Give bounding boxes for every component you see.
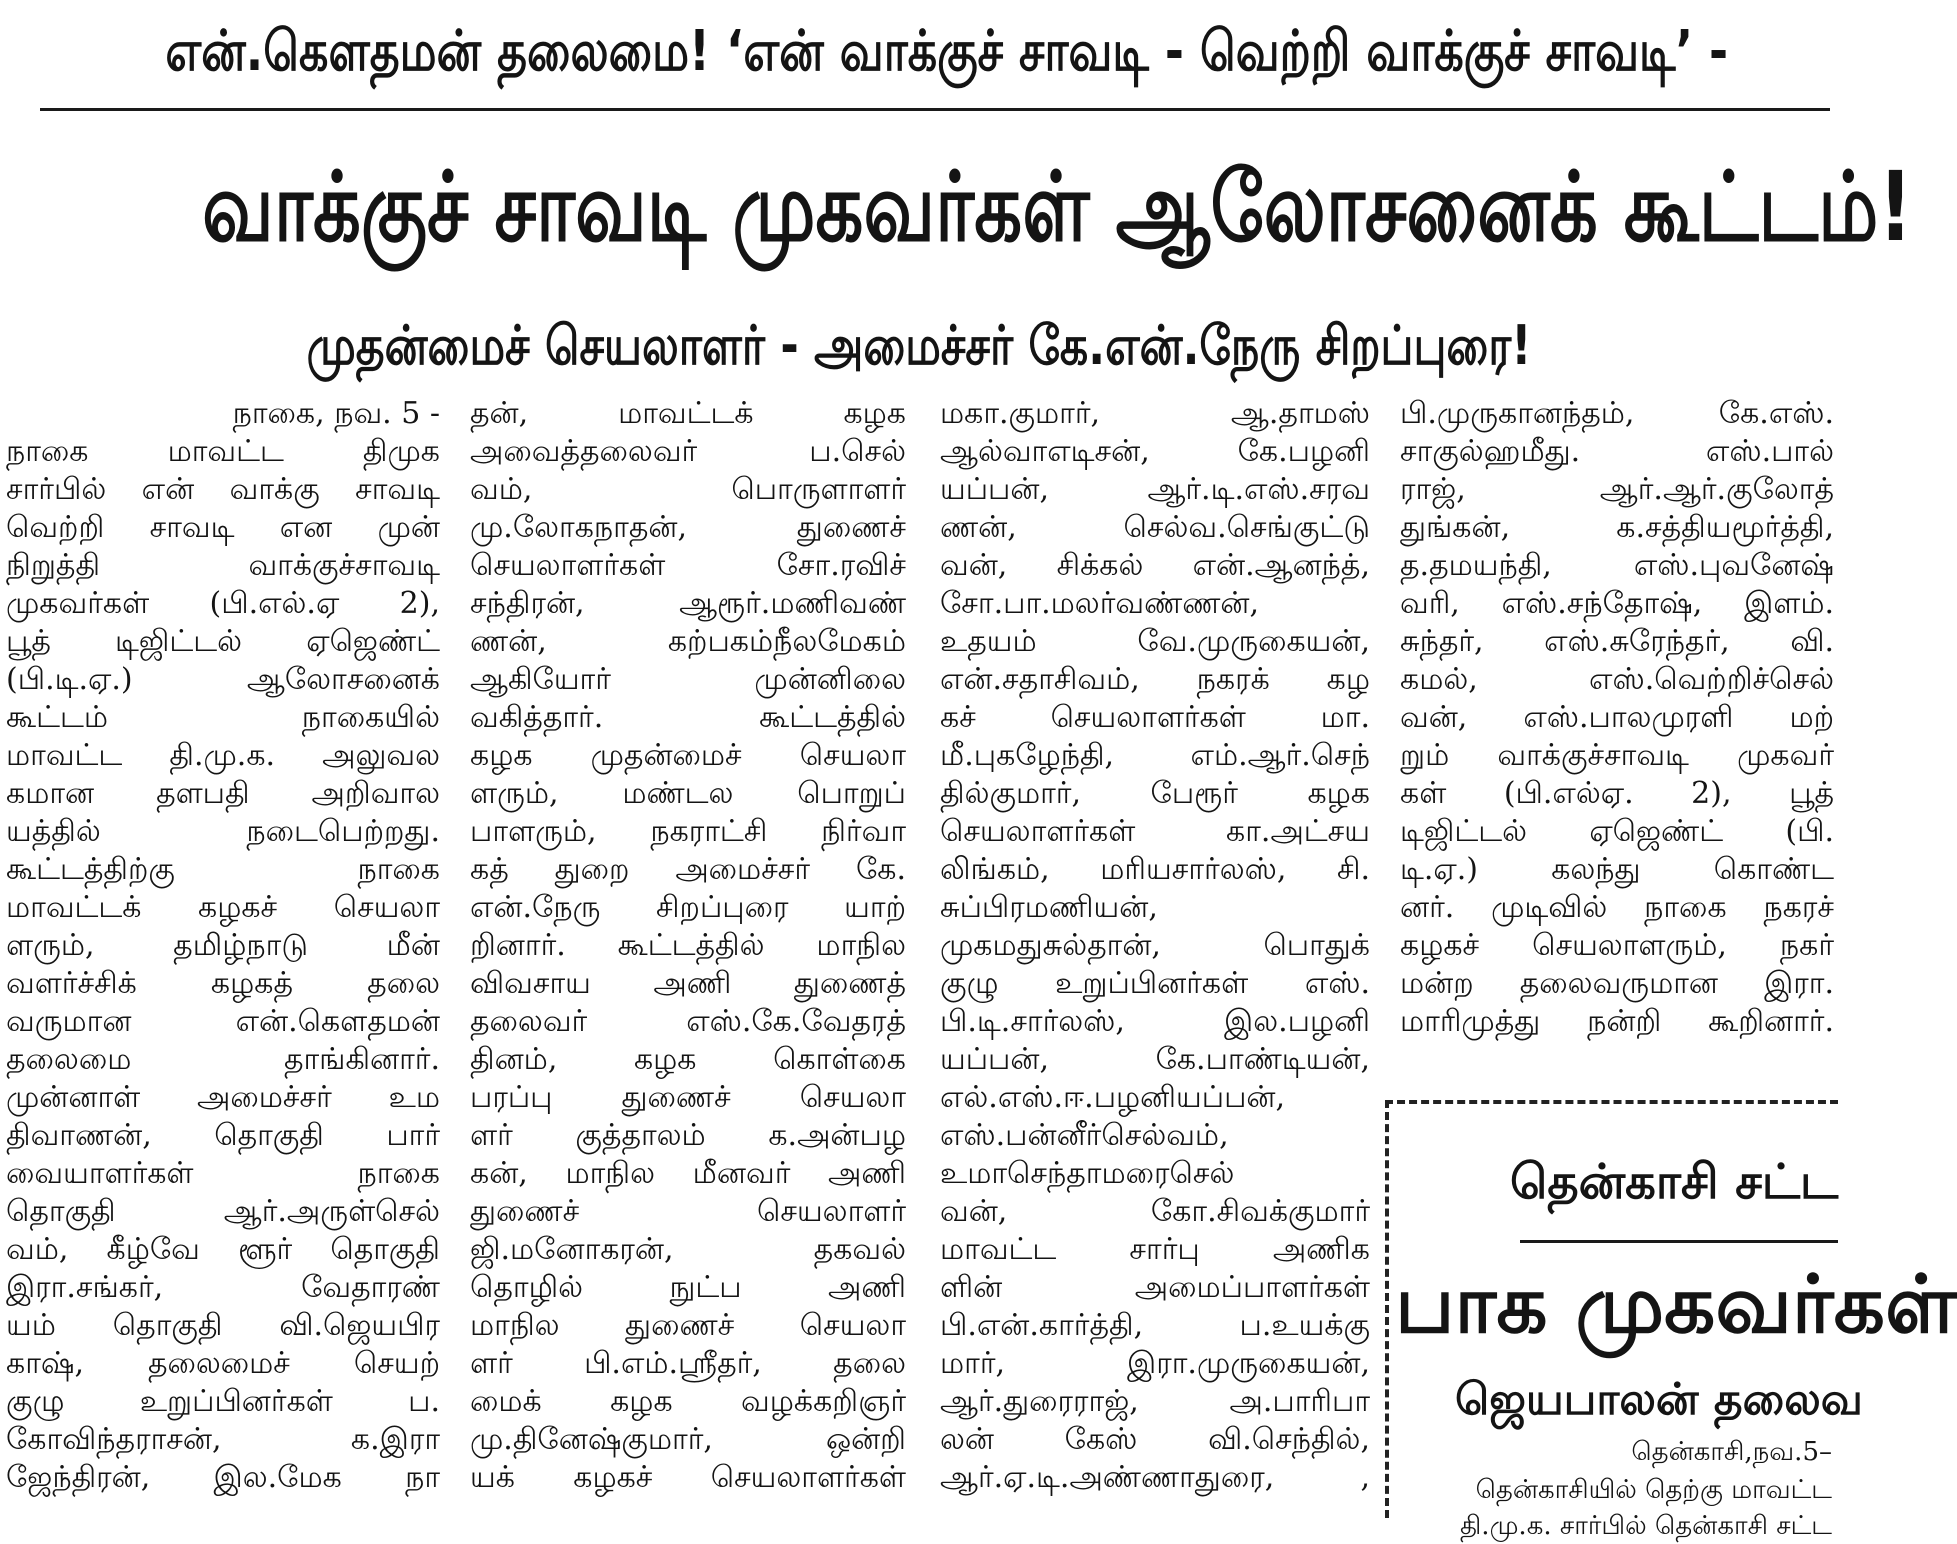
- article-line: ஜி.மனோகரன், தகவல்: [470, 1232, 906, 1267]
- article-line: சோ.பா.மலர்வண்ணன்,: [940, 586, 1260, 621]
- article-line: பி.டி.சார்லஸ், இல.பழனி: [940, 1004, 1370, 1039]
- article-line: தொழில் நுட்ப அணி: [470, 1270, 906, 1305]
- article-line: குழு உறுப்பினர்கள் ப.: [6, 1384, 440, 1419]
- article-line: வன், கோ.சிவக்குமார்: [940, 1194, 1370, 1229]
- article-line: சாகுல்ஹமீது. எஸ்.பால்: [1400, 434, 1834, 469]
- article-line: முகமதுசுல்தான், பொதுக்: [940, 928, 1370, 963]
- article-line: ளரும், தமிழ்நாடு மீன்: [6, 928, 440, 963]
- article-line: அவைத்தலைவர் ப.செல்: [470, 434, 906, 469]
- sidebar-rule: [1520, 1240, 1838, 1243]
- main-headline: வாக்குச் சாவடி முகவர்கள் ஆலோசனைக் கூட்டம்!: [202, 151, 1913, 263]
- article-line: என்.நேரு சிறப்புரை யாற்: [470, 890, 906, 925]
- article-line: பி.என்.கார்த்தி, ப.உயக்கு: [940, 1308, 1370, 1343]
- article-line: மார், இரா.முருகையன்,: [940, 1346, 1370, 1381]
- article-line: திவாணன், தொகுதி பார்: [6, 1118, 440, 1153]
- article-line: தலைவர் எஸ்.கே.வேதரத்: [470, 1004, 906, 1039]
- article-line: தன், மாவட்டக் கழக: [470, 396, 906, 431]
- article-line: துணைச் செயலாளர்: [470, 1194, 906, 1229]
- article-line: கூட்டத்திற்கு நாகை: [6, 852, 440, 887]
- article-line: வன், சிக்கல் என்.ஆனந்த்,: [940, 548, 1370, 583]
- article-line: நாகை, நவ. 5 -: [232, 396, 440, 431]
- article-line: மன்ற தலைவருமான இரா.: [1400, 966, 1834, 1001]
- article-line: ஆல்வாஎடிசன், கே.பழனி: [940, 434, 1370, 469]
- article-line: லன் கேஸ் வி.செந்தில்,: [940, 1422, 1370, 1457]
- article-column-2: [470, 395, 906, 1515]
- article-line: ளின் அமைப்பாளர்கள்: [940, 1270, 1370, 1305]
- sidebar-dashed-border-top: [1385, 1100, 1838, 1104]
- article-line: யப்பன், கே.பாண்டியன்,: [940, 1042, 1370, 1077]
- article-line: மு.லோகநாதன், துணைச்: [470, 510, 906, 545]
- article-line: ஆகியோர் முன்னிலை: [470, 662, 906, 697]
- article-line: மாவட்டக் கழகச் செயலா: [6, 890, 440, 925]
- article-line: யத்தில் நடைபெற்றது.: [6, 814, 440, 849]
- article-column-1: [6, 395, 440, 1515]
- sidebar-dashed-border-left: [1385, 1100, 1389, 1518]
- article-line: செயலாளர்கள் கா.அட்சய: [940, 814, 1370, 849]
- article-line: வன், எஸ்.பாலமுரளி மற்: [1400, 700, 1834, 735]
- article-line: த.தமயந்தி, எஸ்.புவனேஷ்: [1400, 548, 1834, 583]
- article-line: கள் (பி.எல்ஏ. 2), பூத்: [1400, 776, 1834, 811]
- article-line: முகவர்கள் (பி.எல்.ஏ 2),: [6, 586, 440, 621]
- article-line: கச் செயலாளர்கள் மா.: [940, 700, 1370, 735]
- article-line: வளர்ச்சிக் கழகத் தலை: [6, 966, 440, 1001]
- article-line: ராஜ், ஆர்.ஆர்.குலோத்: [1400, 472, 1834, 507]
- article-line: வரி, எஸ்.சந்தோஷ், இளம்.: [1400, 586, 1834, 621]
- article-line: வையாளர்கள் நாகை: [6, 1156, 440, 1191]
- article-line: சார்பில் என் வாக்கு சாவடி: [6, 472, 440, 507]
- article-line: டிஜிட்டல் ஏஜெண்ட் (பி.: [1400, 814, 1834, 849]
- article-line: லிங்கம், மரியசார்லஸ், சி.: [940, 852, 1370, 887]
- article-line: வம், பொருளாளர்: [470, 472, 906, 507]
- article-line: பி.முருகானந்தம், கே.எஸ்.: [1400, 396, 1834, 431]
- article-line: கழக முதன்மைச் செயலா: [470, 738, 906, 773]
- article-line: யக் கழகச் செயலாளர்கள்: [470, 1460, 906, 1495]
- sub-headline: முதன்மைச் செயலாளர் - அமைச்சர் கே.என்.நேரு சிறப்புரை!: [306, 314, 1532, 377]
- article-line: றினார். கூட்டத்தில் மாநில: [470, 928, 906, 963]
- article-line: விவசாய அணி துணைத்: [470, 966, 906, 1001]
- article-line: நிறுத்தி வாக்குச்சாவடி: [6, 548, 440, 583]
- article-line: நாகை மாவட்ட திமுக: [6, 434, 440, 469]
- article-line: மாரிமுத்து நன்றி கூறினார்.: [1400, 1004, 1834, 1039]
- article-line: ஜேந்திரன், இல.மேக நா: [6, 1460, 440, 1495]
- article-line: டி.ஏ.) கலந்து கொண்ட: [1400, 852, 1834, 887]
- article-line: ளர் குத்தாலம் க.அன்பழ: [470, 1118, 906, 1153]
- article-line: கமான தளபதி அறிவால: [6, 776, 440, 811]
- article-line: ணன், கற்பகம்நீலமேகம்: [470, 624, 906, 659]
- article-line: ளரும், மண்டல பொறுப்: [470, 776, 906, 811]
- article-line: சுப்பிரமணியன்,: [940, 890, 1158, 925]
- article-line: வம், கீழ்வே ளூர் தொகுதி: [6, 1232, 440, 1267]
- article-line: யப்பன், ஆர்.டி.எஸ்.சரவ: [940, 472, 1370, 507]
- sidebar-dateline: தென்காசி,நவ.5–: [1631, 1437, 1832, 1467]
- article-line: ணன், செல்வ.செங்குட்டு: [940, 510, 1370, 545]
- article-line: உதயம் வே.முருகையன்,: [940, 624, 1370, 659]
- sidebar-kicker: தென்காசி சட்ட: [1510, 1154, 1839, 1210]
- article-line: தினம், கழக கொள்கை: [470, 1042, 906, 1077]
- article-line: பூத் டிஜிட்டல் ஏஜெண்ட்: [6, 624, 440, 659]
- article-line: தில்குமார், பேரூர் கழக: [940, 776, 1370, 811]
- article-line: தொகுதி ஆர்.அருள்செல்: [6, 1194, 440, 1229]
- article-line: சந்திரன், ஆரூர்.மணிவண்: [470, 586, 906, 621]
- article-column-4: [1400, 395, 1834, 1100]
- article-line: வெற்றி சாவடி என முன்: [6, 510, 440, 545]
- sidebar-body-line: தென்காசியில் தெற்கு மாவட்ட: [1475, 1475, 1832, 1505]
- article-line: சுந்தர், எஸ்.சுரேந்தர், வி.: [1400, 624, 1834, 659]
- article-line: மாவட்ட சார்பு அணிக: [940, 1232, 1370, 1267]
- article-line: எல்.எஸ்.ஈ.பழனியப்பன்,: [940, 1080, 1286, 1115]
- article-line: றும் வாக்குச்சாவடி முகவர்: [1400, 738, 1834, 773]
- article-line: கோவிந்தராசன், க.இரா: [6, 1422, 440, 1457]
- article-line: தலைமை தாங்கினார்.: [6, 1042, 440, 1077]
- article-line: முன்னாள் அமைச்சர் உம: [6, 1080, 440, 1115]
- sidebar-subheadline: ஜெயபாலன் தலைவ: [1455, 1374, 1863, 1425]
- article-line: எஸ்.பன்னீர்செல்வம்,: [940, 1118, 1229, 1153]
- article-line: துங்கன், க.சத்தியமூர்த்தி,: [1400, 510, 1834, 545]
- article-line: என்.சதாசிவம், நகரக் கழ: [940, 662, 1370, 697]
- article-line: கத் துறை அமைச்சர் கே.: [470, 852, 906, 887]
- strapline: என்.கௌதமன் தலைமை! ‘என் வாக்குச் சாவடி - வெற்றி வாக்குச் சாவடி’ -: [165, 19, 1729, 84]
- article-line: செயலாளர்கள் சோ.ரவிச்: [470, 548, 906, 583]
- article-line: மைக் கழக வழக்கறிஞர்: [470, 1384, 906, 1419]
- article-line: பரப்பு துணைச் செயலா: [470, 1080, 906, 1115]
- header-rule: [40, 108, 1830, 111]
- article-line: மாவட்ட தி.மு.க. அலுவல: [6, 738, 440, 773]
- article-line: கூட்டம் நாகையில்: [6, 700, 440, 735]
- article-line: ளர் பி.எம்.ஸ்ரீதர், தலை: [470, 1346, 906, 1381]
- sidebar-body: [1400, 1472, 1832, 1541]
- article-line: பாளரும், நகராட்சி நிர்வா: [470, 814, 906, 849]
- article-line: இரா.சங்கர், வேதாரண்: [6, 1270, 440, 1305]
- article-line: ஆர்.துரைராஜ், அ.பாரிபா: [940, 1384, 1370, 1419]
- article-column-3: [940, 395, 1370, 1515]
- article-line: கமல், எஸ்.வெற்றிச்செல்: [1400, 662, 1834, 697]
- article-line: (பி.டி.ஏ.) ஆலோசனைக்: [6, 662, 440, 697]
- sidebar-body-line: தி.மு.க. சார்பில் தென்காசி சட்ட: [1460, 1511, 1832, 1541]
- article-line: மகா.குமார், ஆ.தாமஸ்: [940, 396, 1370, 431]
- article-line: வருமான என்.கௌதமன்: [6, 1004, 440, 1039]
- article-line: னர். முடிவில் நாகை நகரச்: [1400, 890, 1834, 925]
- article-line: கழகச் செயலாளரும், நகர்: [1400, 928, 1834, 963]
- article-line: வகித்தார். கூட்டத்தில்: [470, 700, 906, 735]
- article-line: யம் தொகுதி வி.ஜெயபிர: [6, 1308, 440, 1343]
- article-line: காஷ், தலைமைச் செயற்: [6, 1346, 440, 1381]
- article-line: மு.தினேஷ்குமார், ஒன்றி: [470, 1422, 906, 1457]
- article-line: குழு உறுப்பினர்கள் எஸ்.: [940, 966, 1370, 1001]
- article-line: கன், மாநில மீனவர் அணி: [470, 1156, 906, 1191]
- article-line: மாநில துணைச் செயலா: [470, 1308, 906, 1343]
- article-line: ஆர்.ஏ.டி.அண்ணாதுரை, ,: [940, 1460, 1370, 1495]
- article-line: உமாசெந்தாமரைசெல்: [940, 1156, 1235, 1191]
- article-line: மீ.புகழேந்தி, எம்.ஆர்.செந்: [940, 738, 1370, 773]
- sidebar-headline: பாக முகவர்கள்: [1395, 1258, 1957, 1351]
